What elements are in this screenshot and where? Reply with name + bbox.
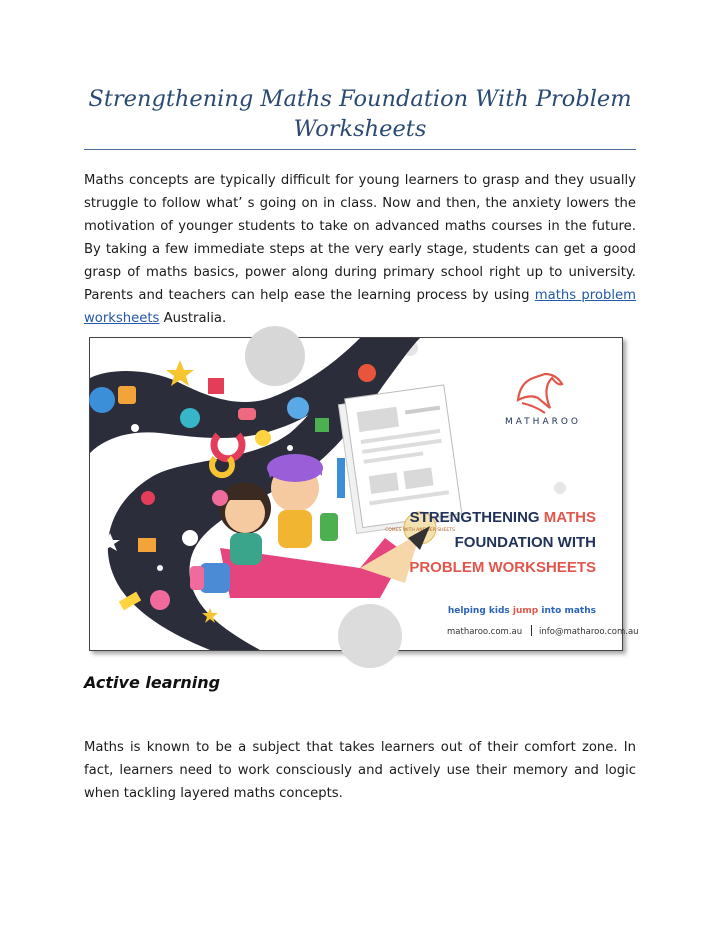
brand-name: MATHAROO — [504, 417, 582, 427]
intro-paragraph — [84, 169, 636, 330]
banner-image — [89, 337, 639, 651]
tagline-jump: jump — [512, 606, 539, 616]
headline-line1-accent: MATHS — [543, 509, 596, 526]
page-title: Strengthening Maths Foundation With Problem Worksheets — [88, 86, 632, 142]
sticker-text: COMES WITH ANSWER SHEETS — [385, 528, 455, 533]
matharoo-logo — [505, 374, 581, 427]
tagline-before: helping kids — [447, 606, 513, 616]
worksheets-link[interactable]: maths problem worksheets — [84, 288, 636, 326]
title-divider — [84, 149, 636, 150]
section-heading: Active learning — [84, 673, 221, 692]
tagline-after: into maths — [538, 606, 596, 616]
headline-line2: FOUNDATION WITH — [454, 534, 596, 551]
intro-text: Maths concepts are typically difficult for young learners to grasp and they usually struggle to follow what’ s going on in class. Now and then, the anxiety lowers the motivation of younger students to take on advanced maths courses in the future. By taking a few immediate steps at the very early stage, students can get a good grasp of maths basics, power along during primary school right up to university. Parents and teachers can help ease the learning process by using — [84, 173, 636, 303]
section-paragraph: Maths is known to be a subject that takes learners out of their comfort zone. In fact, learners need to work consciously and actively use their memory and logic when tackling layered maths concepts. — [84, 740, 636, 801]
intro-text-end: Australia. — [163, 311, 227, 326]
banner-headline — [409, 509, 596, 576]
banner-email: info@matharoo.com.au — [539, 627, 639, 637]
headline-line1 — [410, 509, 596, 526]
headline-line1-dark: STRENGTHENING — [409, 509, 544, 526]
headline-line3: PROBLEM WORKSHEETS — [409, 559, 596, 576]
banner-website: matharoo.com.au — [447, 627, 523, 637]
contact-divider — [531, 625, 532, 636]
banner-tagline — [448, 606, 596, 616]
